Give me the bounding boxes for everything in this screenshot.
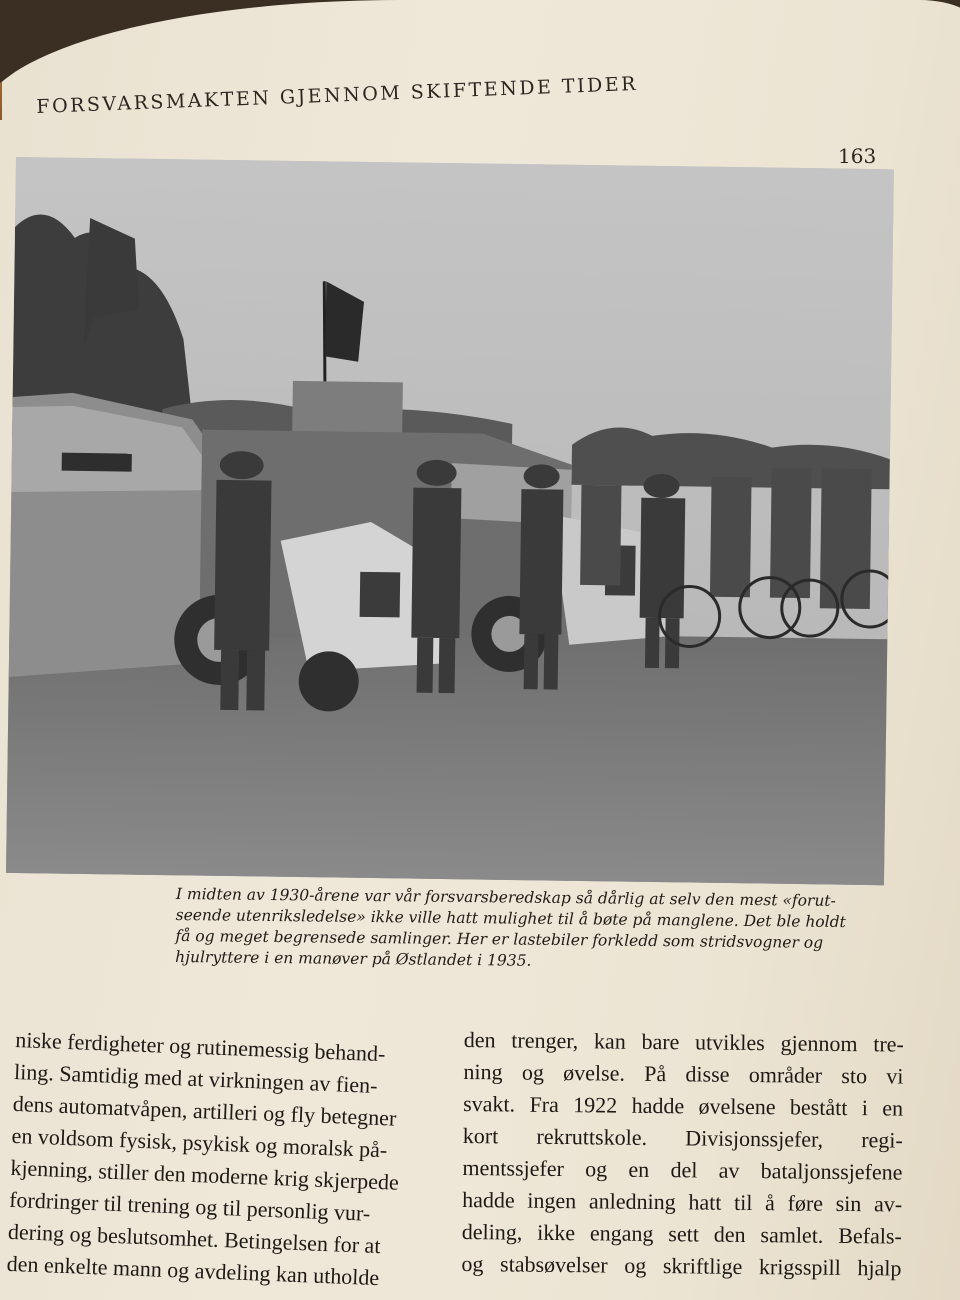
- photo-caption: [175, 884, 906, 976]
- book-cover-edge: [0, 0, 2, 120]
- caption-line: få og meget begrensede samlinger. Her er lastebiler forkledd som stridsvogner og: [175, 926, 824, 952]
- text-line: deling, ikke engang sett den samlet. Befals-: [461, 1218, 902, 1249]
- text-line: og stabsøvelser og skriftlige krigsspill hjalp: [461, 1250, 902, 1281]
- caption-line: seende utenriksledelse» ikke ville hatt mulighet til å bøte på manglene. Det ble holdt: [175, 905, 846, 932]
- caption-line: I midten av 1930-årene var vår forsvarsberedskap så dårlig at selv den mest «forut-: [175, 884, 836, 910]
- historical-photograph: [6, 157, 894, 885]
- text-line: kort rekruttskole. Divisjonssjefer, regi-: [462, 1122, 903, 1153]
- running-head: FORSVARSMAKTEN GJENNOM SKIFTENDE TIDER: [36, 72, 639, 118]
- text-line: den enkelte mann og avdeling kan utholde: [6, 1250, 380, 1291]
- text-line: svakt. Fra 1922 hadde øvelsene bestått i en: [463, 1090, 904, 1121]
- text-line: dering og beslutsomhet. Betingelsen for at: [7, 1218, 381, 1259]
- page-number: 163: [838, 144, 877, 168]
- body-text-left-column: [6, 1024, 446, 1296]
- text-line: ning og øvelse. På disse områder sto vi: [463, 1058, 904, 1089]
- text-line: hadde ingen anledning hatt til å føre sin av-: [462, 1186, 903, 1217]
- text-line: fordringer til trening og til personlig vur-: [8, 1186, 371, 1226]
- text-line: dens automatvåpen, artilleri og fly betegner: [12, 1090, 397, 1131]
- text-line: en voldsom fysisk, psykisk og moralsk på-: [11, 1122, 388, 1163]
- armored-vehicles-image: [6, 157, 894, 885]
- caption-line: hjulryttere i en manøver på Østlandet i 1935.: [175, 947, 532, 970]
- text-line: mentssjefer og en del av bataljonssjefene: [462, 1154, 903, 1185]
- text-line: ling. Samtidig med at virkningen av fien-: [13, 1058, 378, 1098]
- text-line: kjenning, stiller den moderne krig skjerpede: [10, 1154, 400, 1195]
- body-text-right-column: [461, 1024, 904, 1285]
- text-line: niske ferdigheter og rutinemessig behand-: [14, 1026, 386, 1067]
- text-line: den trenger, kan bare utvikles gjennom tre-: [463, 1026, 904, 1057]
